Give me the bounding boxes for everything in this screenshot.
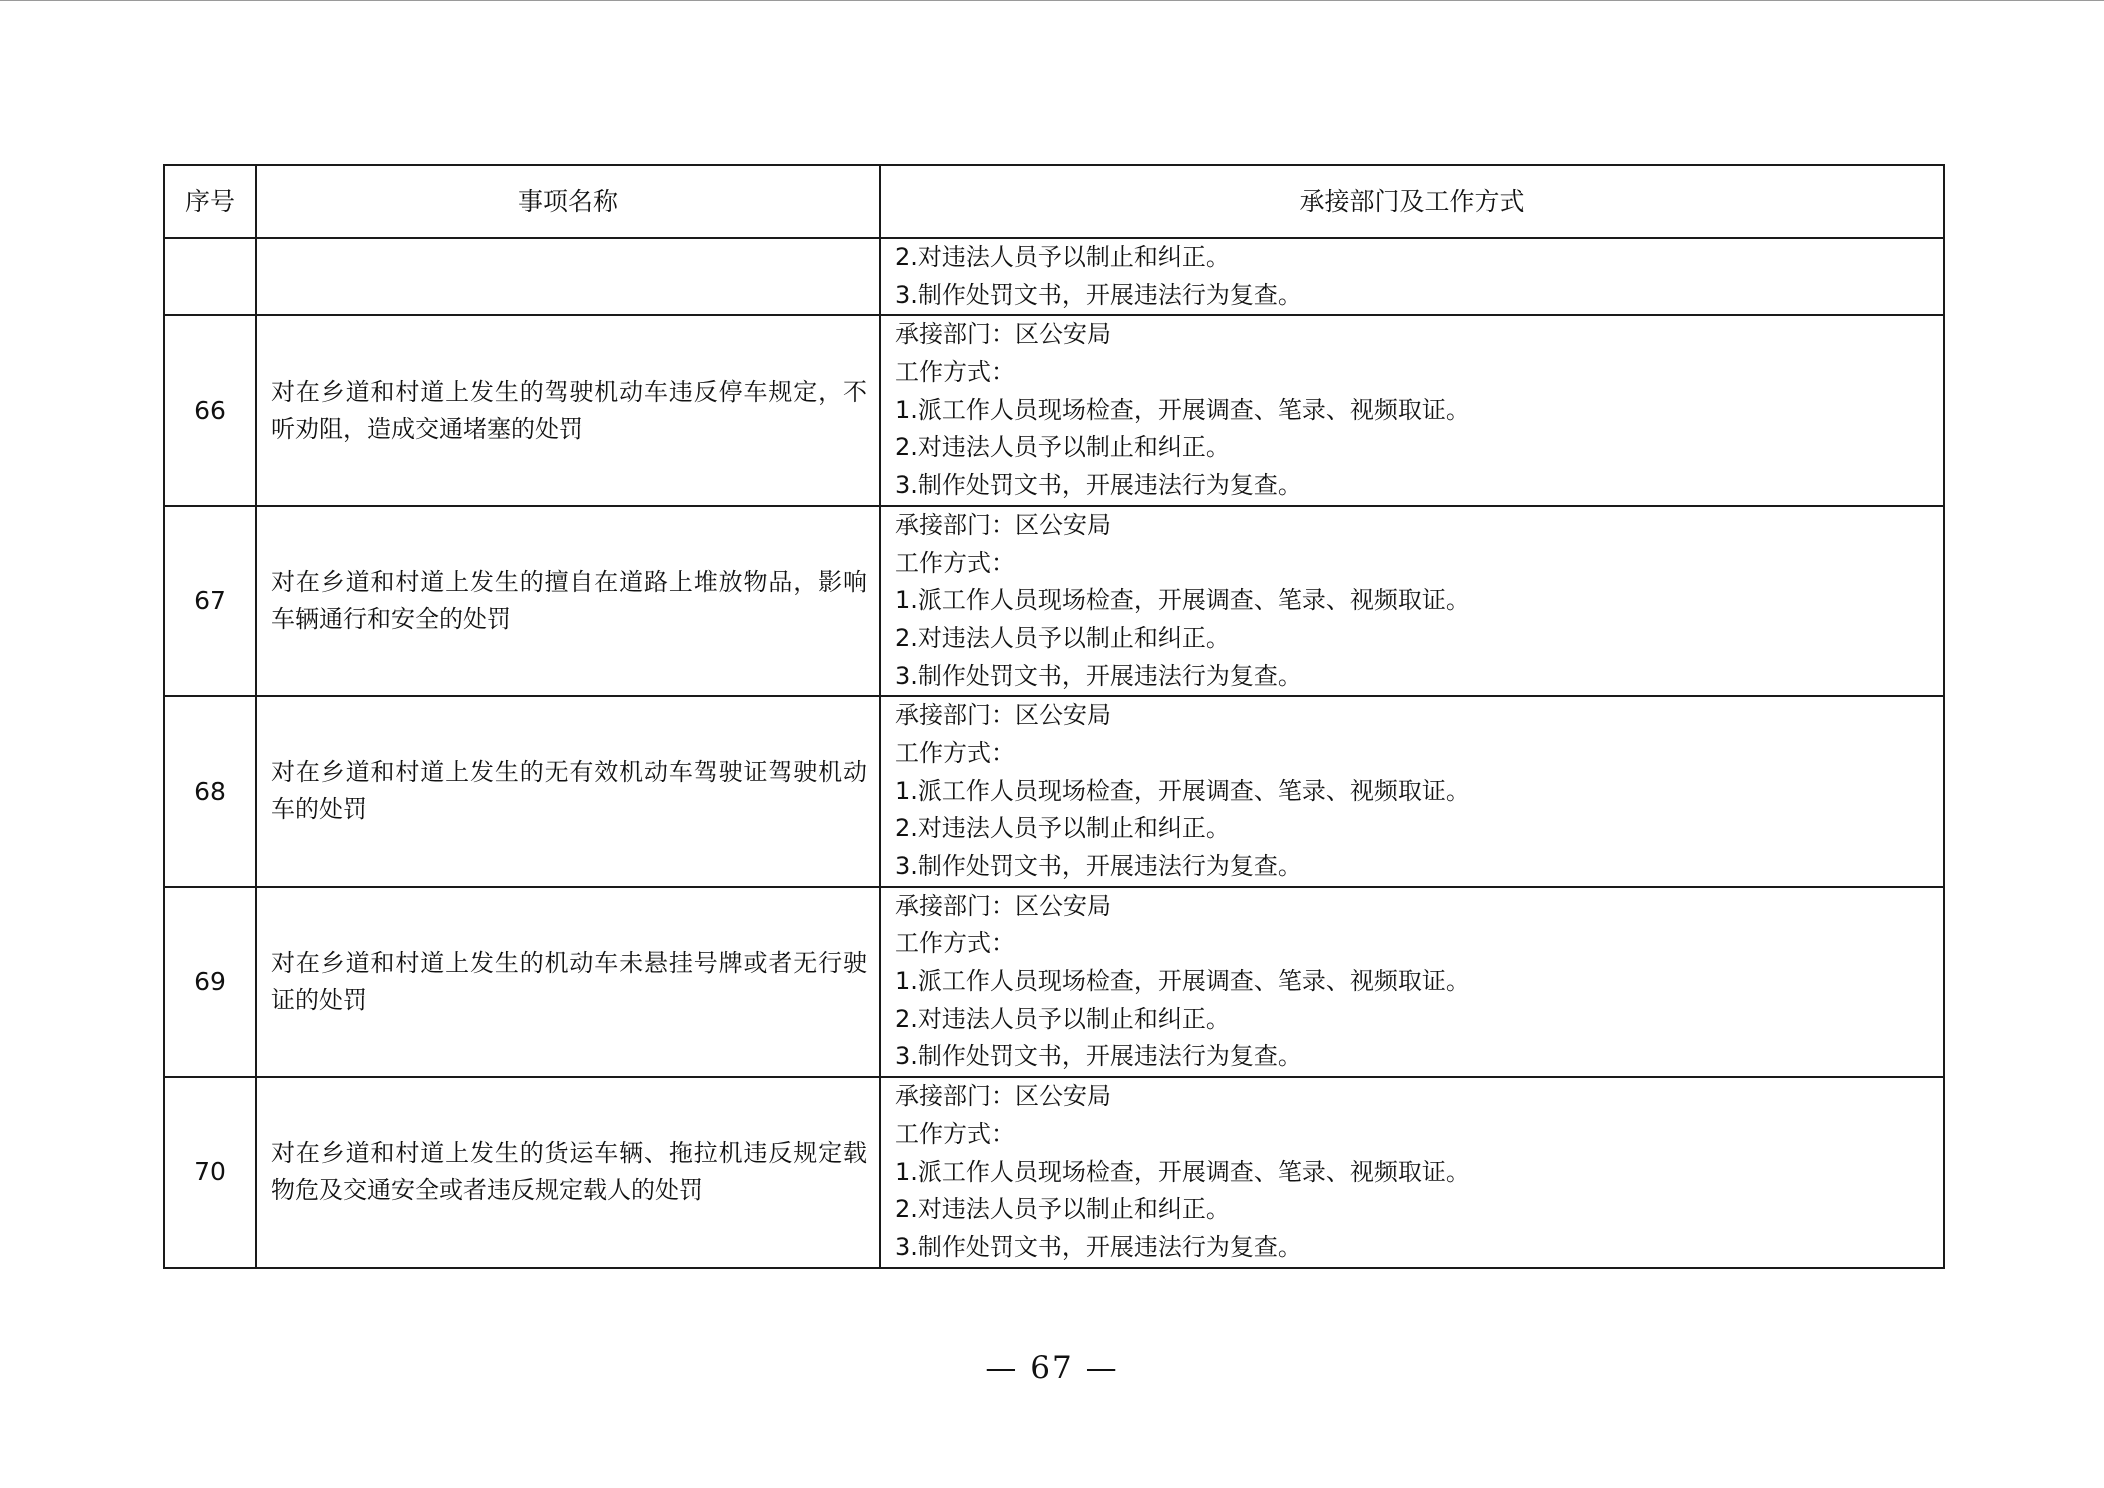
method-line: 2.对违法人员予以制止和纠正。: [895, 814, 1230, 843]
cell-name: [256, 238, 880, 315]
cell-name: 对在乡道和村道上发生的无有效机动车驾驶证驾驶机动车的处罚: [256, 696, 880, 886]
method-line: 2.对违法人员予以制止和纠正。: [895, 1004, 1230, 1033]
cell-seq: 66: [164, 315, 256, 505]
cell-method: [880, 506, 1944, 696]
table-row: [164, 1077, 1944, 1267]
method-line: 3.制作处罚文书，开展违法行为复查。: [895, 280, 1302, 309]
cell-name: 对在乡道和村道上发生的机动车未悬挂号牌或者无行驶证的处罚: [256, 887, 880, 1077]
method-line: 2.对违法人员予以制止和纠正。: [895, 623, 1230, 652]
method-line: 3.制作处罚文书，开展违法行为复查。: [895, 471, 1302, 500]
method-line: 1.派工作人员现场检查，开展调查、笔录、视频取证。: [895, 395, 1470, 424]
department-line: 承接部门：区公安局: [895, 1082, 1111, 1111]
cell-method: [880, 696, 1944, 886]
cell-method: [880, 887, 1944, 1077]
method-line: 3.制作处罚文书，开展违法行为复查。: [895, 1232, 1302, 1261]
method-line: 3.制作处罚文书，开展违法行为复查。: [895, 852, 1302, 880]
header-department-method: 承接部门及工作方式: [880, 165, 1944, 238]
cell-seq: 69: [164, 887, 256, 1077]
table-row: [164, 506, 1944, 696]
method-line: 3.制作处罚文书，开展违法行为复查。: [895, 661, 1302, 690]
matters-table: [163, 164, 1945, 1269]
method-line: 2.对违法人员予以制止和纠正。: [895, 433, 1230, 462]
cell-method: [880, 1077, 1944, 1267]
method-line: 3.制作处罚文书，开展违法行为复查。: [895, 1042, 1302, 1071]
method-line: 1.派工作人员现场检查，开展调查、笔录、视频取证。: [895, 776, 1470, 805]
method-heading: 工作方式：: [895, 1119, 1015, 1148]
method-heading: 工作方式：: [895, 929, 1015, 958]
department-line: 承接部门：区公安局: [895, 510, 1111, 539]
table-row-continuation: [164, 238, 1944, 315]
cell-name: 对在乡道和村道上发生的货运车辆、拖拉机违反规定载物危及交通安全或者违反规定载人的处罚: [256, 1077, 880, 1267]
cell-seq: 67: [164, 506, 256, 696]
method-line: 2.对违法人员予以制止和纠正。: [895, 1195, 1230, 1224]
cell-method: [880, 315, 1944, 505]
method-line: 2.对违法人员予以制止和纠正。: [895, 243, 1230, 271]
method-heading: 工作方式：: [895, 738, 1015, 767]
header-item-name: 事项名称: [256, 165, 880, 238]
department-line: 承接部门：区公安局: [895, 891, 1111, 920]
method-heading: 工作方式：: [895, 358, 1015, 387]
department-line: 承接部门：区公安局: [895, 701, 1111, 730]
method-heading: 工作方式：: [895, 548, 1015, 577]
cell-method: [880, 238, 1944, 315]
top-border-line: [0, 0, 2104, 1]
method-line: 1.派工作人员现场检查，开展调查、笔录、视频取证。: [895, 586, 1470, 615]
header-seq: 序号: [164, 165, 256, 238]
page-number: — 67 —: [985, 1350, 1119, 1386]
method-line: 1.派工作人员现场检查，开展调查、笔录、视频取证。: [895, 1157, 1470, 1186]
cell-seq: 70: [164, 1077, 256, 1267]
method-line: 1.派工作人员现场检查，开展调查、笔录、视频取证。: [895, 967, 1470, 996]
cell-seq: [164, 238, 256, 315]
table-row: [164, 887, 1944, 1077]
cell-name: 对在乡道和村道上发生的擅自在道路上堆放物品，影响车辆通行和安全的处罚: [256, 506, 880, 696]
table-row: [164, 315, 1944, 505]
table-header-row: [164, 165, 1944, 238]
table-row: [164, 696, 1944, 886]
cell-seq: 68: [164, 696, 256, 886]
department-line: 承接部门：区公安局: [895, 320, 1111, 349]
cell-name: 对在乡道和村道上发生的驾驶机动车违反停车规定，不听劝阻，造成交通堵塞的处罚: [256, 315, 880, 505]
